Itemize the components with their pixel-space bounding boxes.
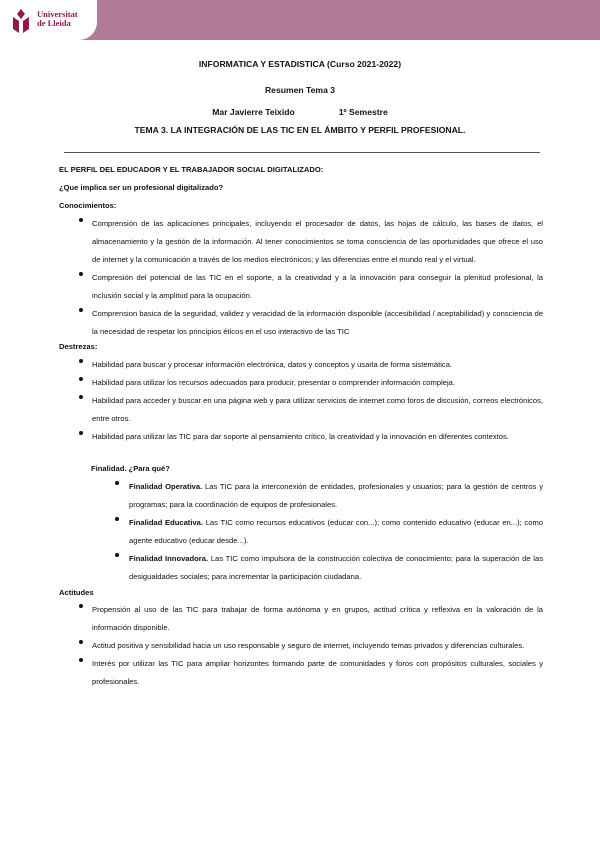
divider — [64, 152, 540, 153]
section-title: EL PERFIL DEL EDUCADOR Y EL TRABAJADOR SOCIAL DIGITALIZADO: — [59, 165, 324, 174]
logo-line-1: Universitat — [37, 9, 78, 19]
list-item: Habilidad para utilizar las TIC para dar soporte al pensamiento crítico, la creatividad y la innovación en diferentes contextos. — [59, 428, 543, 446]
finalidad-list — [91, 478, 543, 586]
finalidad-text: Las TIC para la interconexión de entidades, profesionales y usuarios; para la gestión de centros y programas; para la coordinación de equipos de profesionales. — [129, 482, 543, 509]
author-line — [0, 107, 600, 117]
semester: 1º Semestre — [338, 107, 388, 117]
list-item: Compresión del potencial de las TIC en el soporte, a la creatividad y a la innovación para conseguir la plenitud profesional, la inclusión social y la amplitud para la ocupación. — [59, 269, 543, 305]
course-title: INFORMATICA Y ESTADISTICA (Curso 2021-2022) — [198, 59, 402, 69]
summary-title: Resumen Tema 3 — [264, 85, 336, 95]
list-item: Comprension basica de la seguridad, validez y veracidad de la información disponible (accesibilidad / aceptabilidad) y consciencia de la necesidad de respetar los principios éticos en el uso interactivo de las TIC — [59, 305, 543, 341]
finalidad-name: Finalidad Educativa. — [129, 518, 204, 527]
list-item: Actitud positiva y sensibilidad hacia un uso responsable y seguro de internet, incluyendo temas privados y diferencias culturales. — [59, 637, 543, 655]
finalidad-block — [91, 464, 543, 586]
list-item: Interés por utilizar las TIC para ampliar horizontes formando parte de comunidades y foros con propósitos culturales, sociales y profesionales. — [59, 655, 543, 691]
finalidad-text: Las TIC como recursos educativos (educar con...); como contenido educativo (educar en...); como agente educativo (educar desde...). — [129, 518, 543, 545]
document-body — [59, 165, 543, 691]
finalidad-text: Las TIC como impulsora de la construcción colectiva de conocimiento; para la superación de las desigualdades sociales; para incrementar la participación ciudadana. — [129, 554, 543, 581]
list-item: Habilidad para acceder y buscar en una página web y para utilizar servicios de internet como foros de discusión, correos electrónicos, entre otros. — [59, 392, 543, 428]
actitudes-heading: Actitudes — [59, 588, 94, 597]
list-item: Habilidad para utilizar los recursos adecuados para producir, presentar o comprender información compleja. — [59, 374, 543, 392]
list-item — [91, 514, 543, 550]
topic-title: TEMA 3. LA INTEGRACIÓN DE LAS TIC EN EL ÁMBITO Y PERFIL PROFESIONAL. — [134, 125, 466, 135]
university-logo — [0, 0, 97, 40]
destrezas-heading: Destrezas: — [59, 342, 98, 351]
actitudes-list — [59, 601, 543, 691]
destrezas-list — [59, 356, 543, 446]
logo-line-2: de Lleida — [37, 18, 71, 28]
list-item: Propensión al uso de las TIC para trabajar de forma autónoma y en grupos, actitud crítica y reflexiva en la valoración de la información disponible. — [59, 601, 543, 637]
list-item: Habilidad para buscar y procesar información electrónica, datos y conceptos y usarla de forma sistemática. — [59, 356, 543, 374]
finalidad-name: Finalidad Operativa. — [129, 482, 203, 491]
finalidad-name: Finalidad Innovadora. — [129, 554, 209, 563]
university-name — [37, 10, 78, 28]
list-item: Comprensión de las aplicaciones principales, incluyendo el procesador de datos, las hojas de cálculo, las bases de datos, el almacenamiento y la gestión de la información. Al tener conocimientos se toma consciencia de las oportunidades que ofrece el uso de internet y la comunicación a través de los medios electrónicos; y las diferencias entre el mundo real y el virtual. — [59, 215, 543, 269]
finalidad-heading: Finalidad. ¿Para qué? — [91, 464, 170, 473]
section-question: ¿Que implica ser un profesional digitalizado? — [59, 183, 224, 192]
author-name: Mar Javierre Teixido — [212, 107, 295, 117]
conocimientos-list — [59, 215, 543, 341]
conocimientos-heading: Conocimientos: — [59, 201, 117, 210]
list-item — [91, 478, 543, 514]
university-crest-icon — [10, 8, 32, 34]
list-item — [91, 550, 543, 586]
